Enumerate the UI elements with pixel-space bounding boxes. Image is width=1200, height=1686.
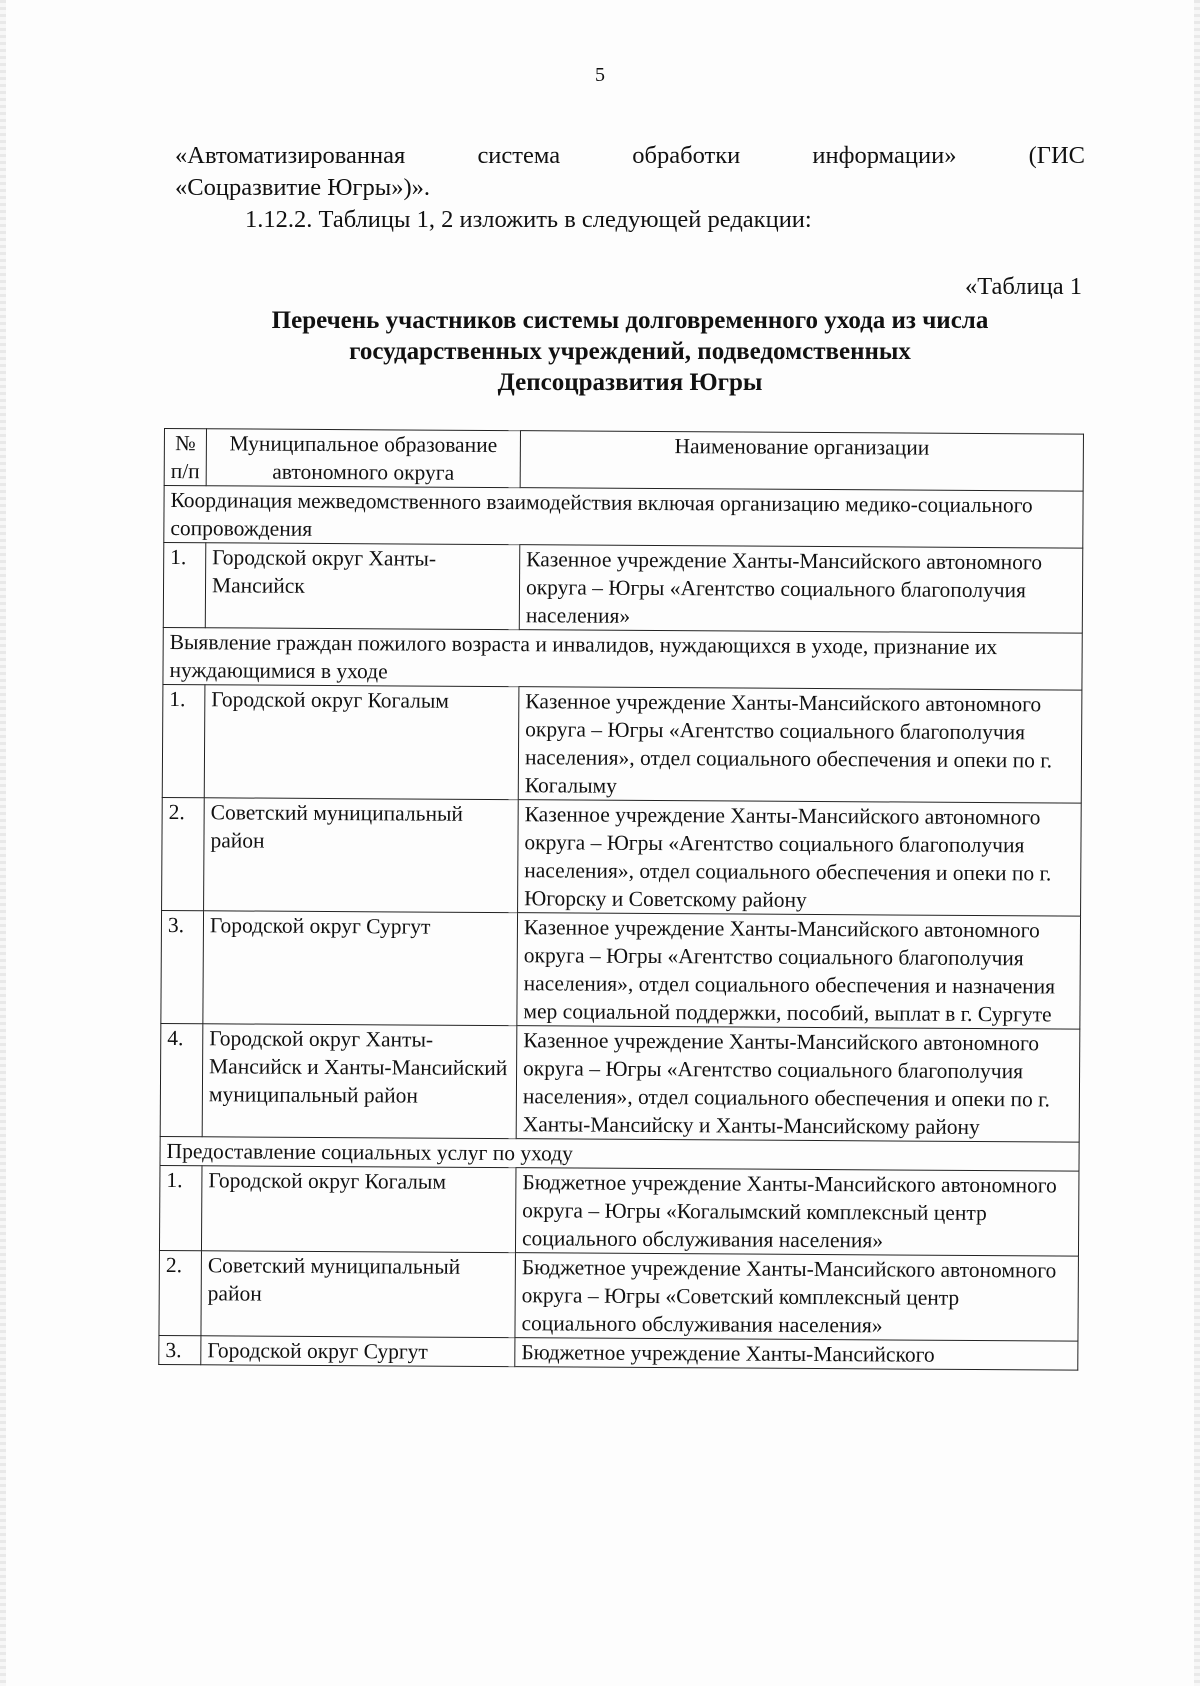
intro-word: (ГИС — [1028, 142, 1085, 169]
caption-line: Перечень участников системы долговременного ухода из числа — [271, 307, 989, 334]
table-row — [161, 910, 1081, 1029]
row-organization: Казенное учреждение Ханты-Мансийского автономного округа – Югры «Агентство социального благополучия населения», отдел социального обеспечения и опеки по г. Ханты-Мансийску и Ханты-Мансийскому району — [516, 1026, 1080, 1142]
caption-line: Депсоцразвития Югры — [497, 369, 763, 396]
table-row — [162, 684, 1082, 803]
row-organization: Казенное учреждение Ханты-Мансийского автономного округа – Югры «Агентство социального благополучия населения», отдел социального обеспечения и назначения мер социальной поддержки, пособий, выплат в г. Сургуте — [517, 913, 1081, 1029]
scan-edge-left — [0, 0, 6, 1686]
participants-table — [158, 428, 1084, 1371]
row-organization: Бюджетное учреждение Ханты-Мансийского автономного округа – Югры «Когалымский комплексный центр социального обслуживания населения» — [515, 1168, 1079, 1256]
intro-word: информации» — [812, 142, 957, 169]
row-num: 4. — [160, 1023, 203, 1136]
section-row — [163, 627, 1082, 690]
table-label: «Таблица 1 — [964, 273, 1082, 300]
row-num: 1. — [162, 684, 205, 797]
intro-line-3: 1.12.2. Таблицы 1, 2 изложить в следующей редакции: — [245, 206, 812, 233]
row-num: 3. — [161, 910, 204, 1023]
row-municipality: Городской округ Сургут — [203, 911, 518, 1026]
row-municipality: Городской округ Когалым — [201, 1166, 516, 1253]
table-row — [163, 543, 1083, 634]
row-organization: Бюджетное учреждение Ханты-Мансийского — [515, 1338, 1078, 1370]
row-organization: Казенное учреждение Ханты-Мансийского автономного округа – Югры «Агентство социального благополучия населения» — [519, 545, 1083, 633]
intro-paragraph — [175, 140, 1085, 236]
intro-word: «Автоматизированная — [175, 142, 406, 169]
intro-line-2: «Соцразвитие Югры»)». — [175, 174, 430, 201]
row-num: 1. — [163, 543, 206, 628]
section-row — [164, 486, 1083, 549]
table-row — [160, 1023, 1080, 1142]
row-num: 3. — [159, 1335, 201, 1364]
header-municipality: Муниципальное образование автономного округа — [206, 429, 520, 488]
section-title: Выявление граждан пожилого возраста и инвалидов, нуждающихся в уходе, признание их нуждающимися в уходе — [163, 627, 1082, 690]
intro-word: система — [477, 142, 561, 169]
table-row — [159, 1250, 1079, 1341]
row-municipality: Городской округ Когалым — [204, 685, 519, 800]
row-num: 2. — [159, 1250, 202, 1335]
intro-word: обработки — [632, 142, 741, 169]
row-municipality: Городской округ Сургут — [201, 1336, 515, 1367]
section-title: Координация межведомственного взаимодействия включая организацию медико-социального сопровождения — [164, 486, 1083, 549]
row-organization: Казенное учреждение Ханты-Мансийского автономного округа – Югры «Агентство социального благополучия населения», отдел социального обеспечения и опеки по г. Когалыму — [518, 687, 1082, 803]
row-municipality: Городской округ Ханты-Мансийск и Ханты-Мансийский муниципальный район — [202, 1024, 517, 1139]
table-row — [159, 1165, 1079, 1256]
intro-line-1 — [175, 140, 1085, 172]
table-caption — [175, 305, 1085, 398]
row-num: 2. — [162, 797, 205, 910]
table-header-row — [164, 429, 1083, 492]
caption-line: государственных учреждений, подведомственных — [349, 338, 911, 365]
header-num: № п/п — [164, 429, 206, 486]
section-title: Предоставление социальных услуг по уходу — [160, 1136, 1079, 1171]
row-municipality: Советский муниципальный район — [204, 798, 519, 913]
page-number: 5 — [595, 64, 605, 86]
table-row — [159, 1335, 1078, 1370]
row-num: 1. — [159, 1165, 202, 1250]
row-municipality: Городской округ Ханты-Мансийск — [205, 543, 520, 630]
header-organization: Наименование организации — [520, 431, 1083, 491]
table-row — [162, 797, 1082, 916]
row-municipality: Советский муниципальный район — [201, 1251, 516, 1338]
row-organization: Бюджетное учреждение Ханты-Мансийского автономного округа – Югры «Советский комплексный центр социального обслуживания населения» — [515, 1253, 1079, 1341]
row-organization: Казенное учреждение Ханты-Мансийского автономного округа – Югры «Агентство социального благополучия населения», отдел социального обеспечения и опеки по г. Югорску и Советскому району — [518, 800, 1082, 916]
scan-edge-right — [1194, 0, 1200, 1686]
